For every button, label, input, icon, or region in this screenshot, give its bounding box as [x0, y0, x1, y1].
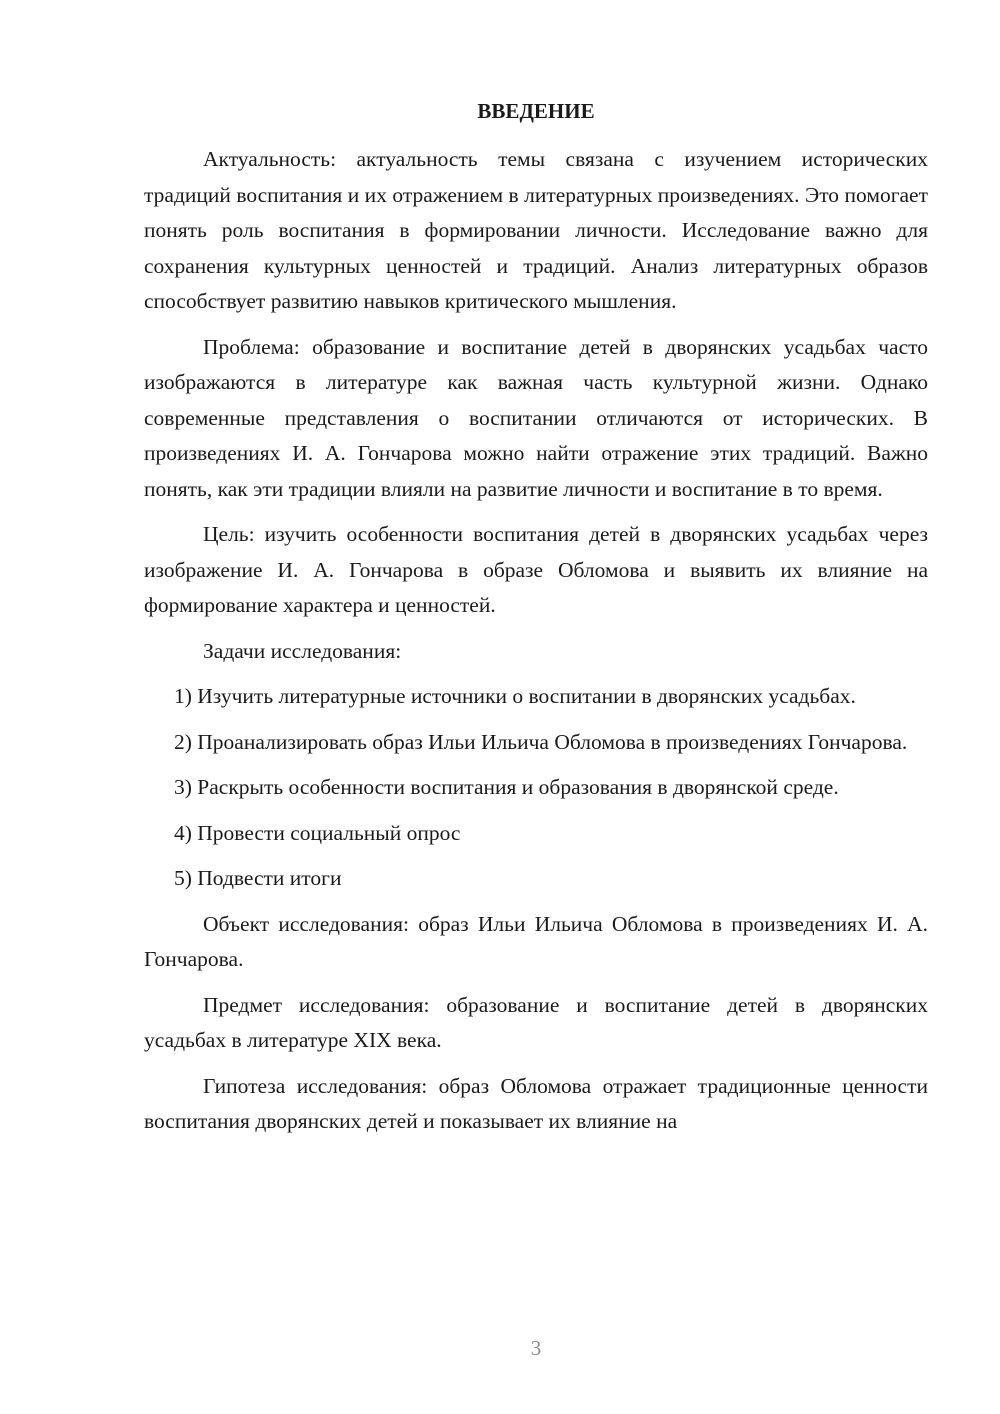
paragraph-problem: Проблема: образование и воспитание детей в дворянских усадьбах часто изображаются в литературе как важная часть культурной жизни. Однако современные представления о воспитании отличаются от исторических. В произведениях И. А. Гончарова можно найти отражение этих традиций. Важно понять, как эти традиции влияли на развитие личности и воспитание в то время.	[144, 334, 928, 501]
task-item-3: 3) Раскрыть особенности воспитания и образования в дворянской среде.	[174, 775, 839, 799]
page-number: 3	[530, 1336, 542, 1360]
paragraph-tasks-heading: Задачи исследования:	[203, 638, 402, 663]
paragraph-subject: Предмет исследования: образование и воспитание детей в дворянских усадьбах в литературе XIX века.	[144, 992, 928, 1052]
task-item-4: 4) Провести социальный опрос	[174, 820, 461, 845]
paragraph-relevance: Актуальность: актуальность темы связана с изучением исторических традиций воспитания и их отражением в литературных произведениях. Это помогает понять роль воспитания в формировании личности. Исследование важно для сохранения культурных ценностей и традиций. Анализ литературных образов способствует развитию навыков критического мышления.	[144, 147, 928, 313]
task-item-2: 2) Проанализировать образ Ильи Ильича Обломова в произведениях Гончарова.	[174, 729, 908, 754]
task-item-1: 1) Изучить литературные источники о воспитании в дворянских усадьбах.	[174, 684, 856, 708]
paragraph-goal: Цель: изучить особенности воспитания детей в дворянских усадьбах через изображение И. А. Гончарова в образе Обломова и выявить их влияние на формирование характера и ценностей.	[144, 522, 928, 617]
page-heading: ВВЕДЕНИЕ	[477, 99, 595, 123]
document-body	[144, 142, 928, 1150]
paragraph-hypothesis: Гипотеза исследования: образ Обломова отражает традиционные ценности воспитания дворянских детей и показывает их влияние на	[144, 1073, 928, 1133]
paragraph-object: Объект исследования: образ Ильи Ильича Обломова в произведениях И. А. Гончарова.	[144, 911, 928, 971]
task-item-5: 5) Подвести итоги	[174, 866, 342, 890]
